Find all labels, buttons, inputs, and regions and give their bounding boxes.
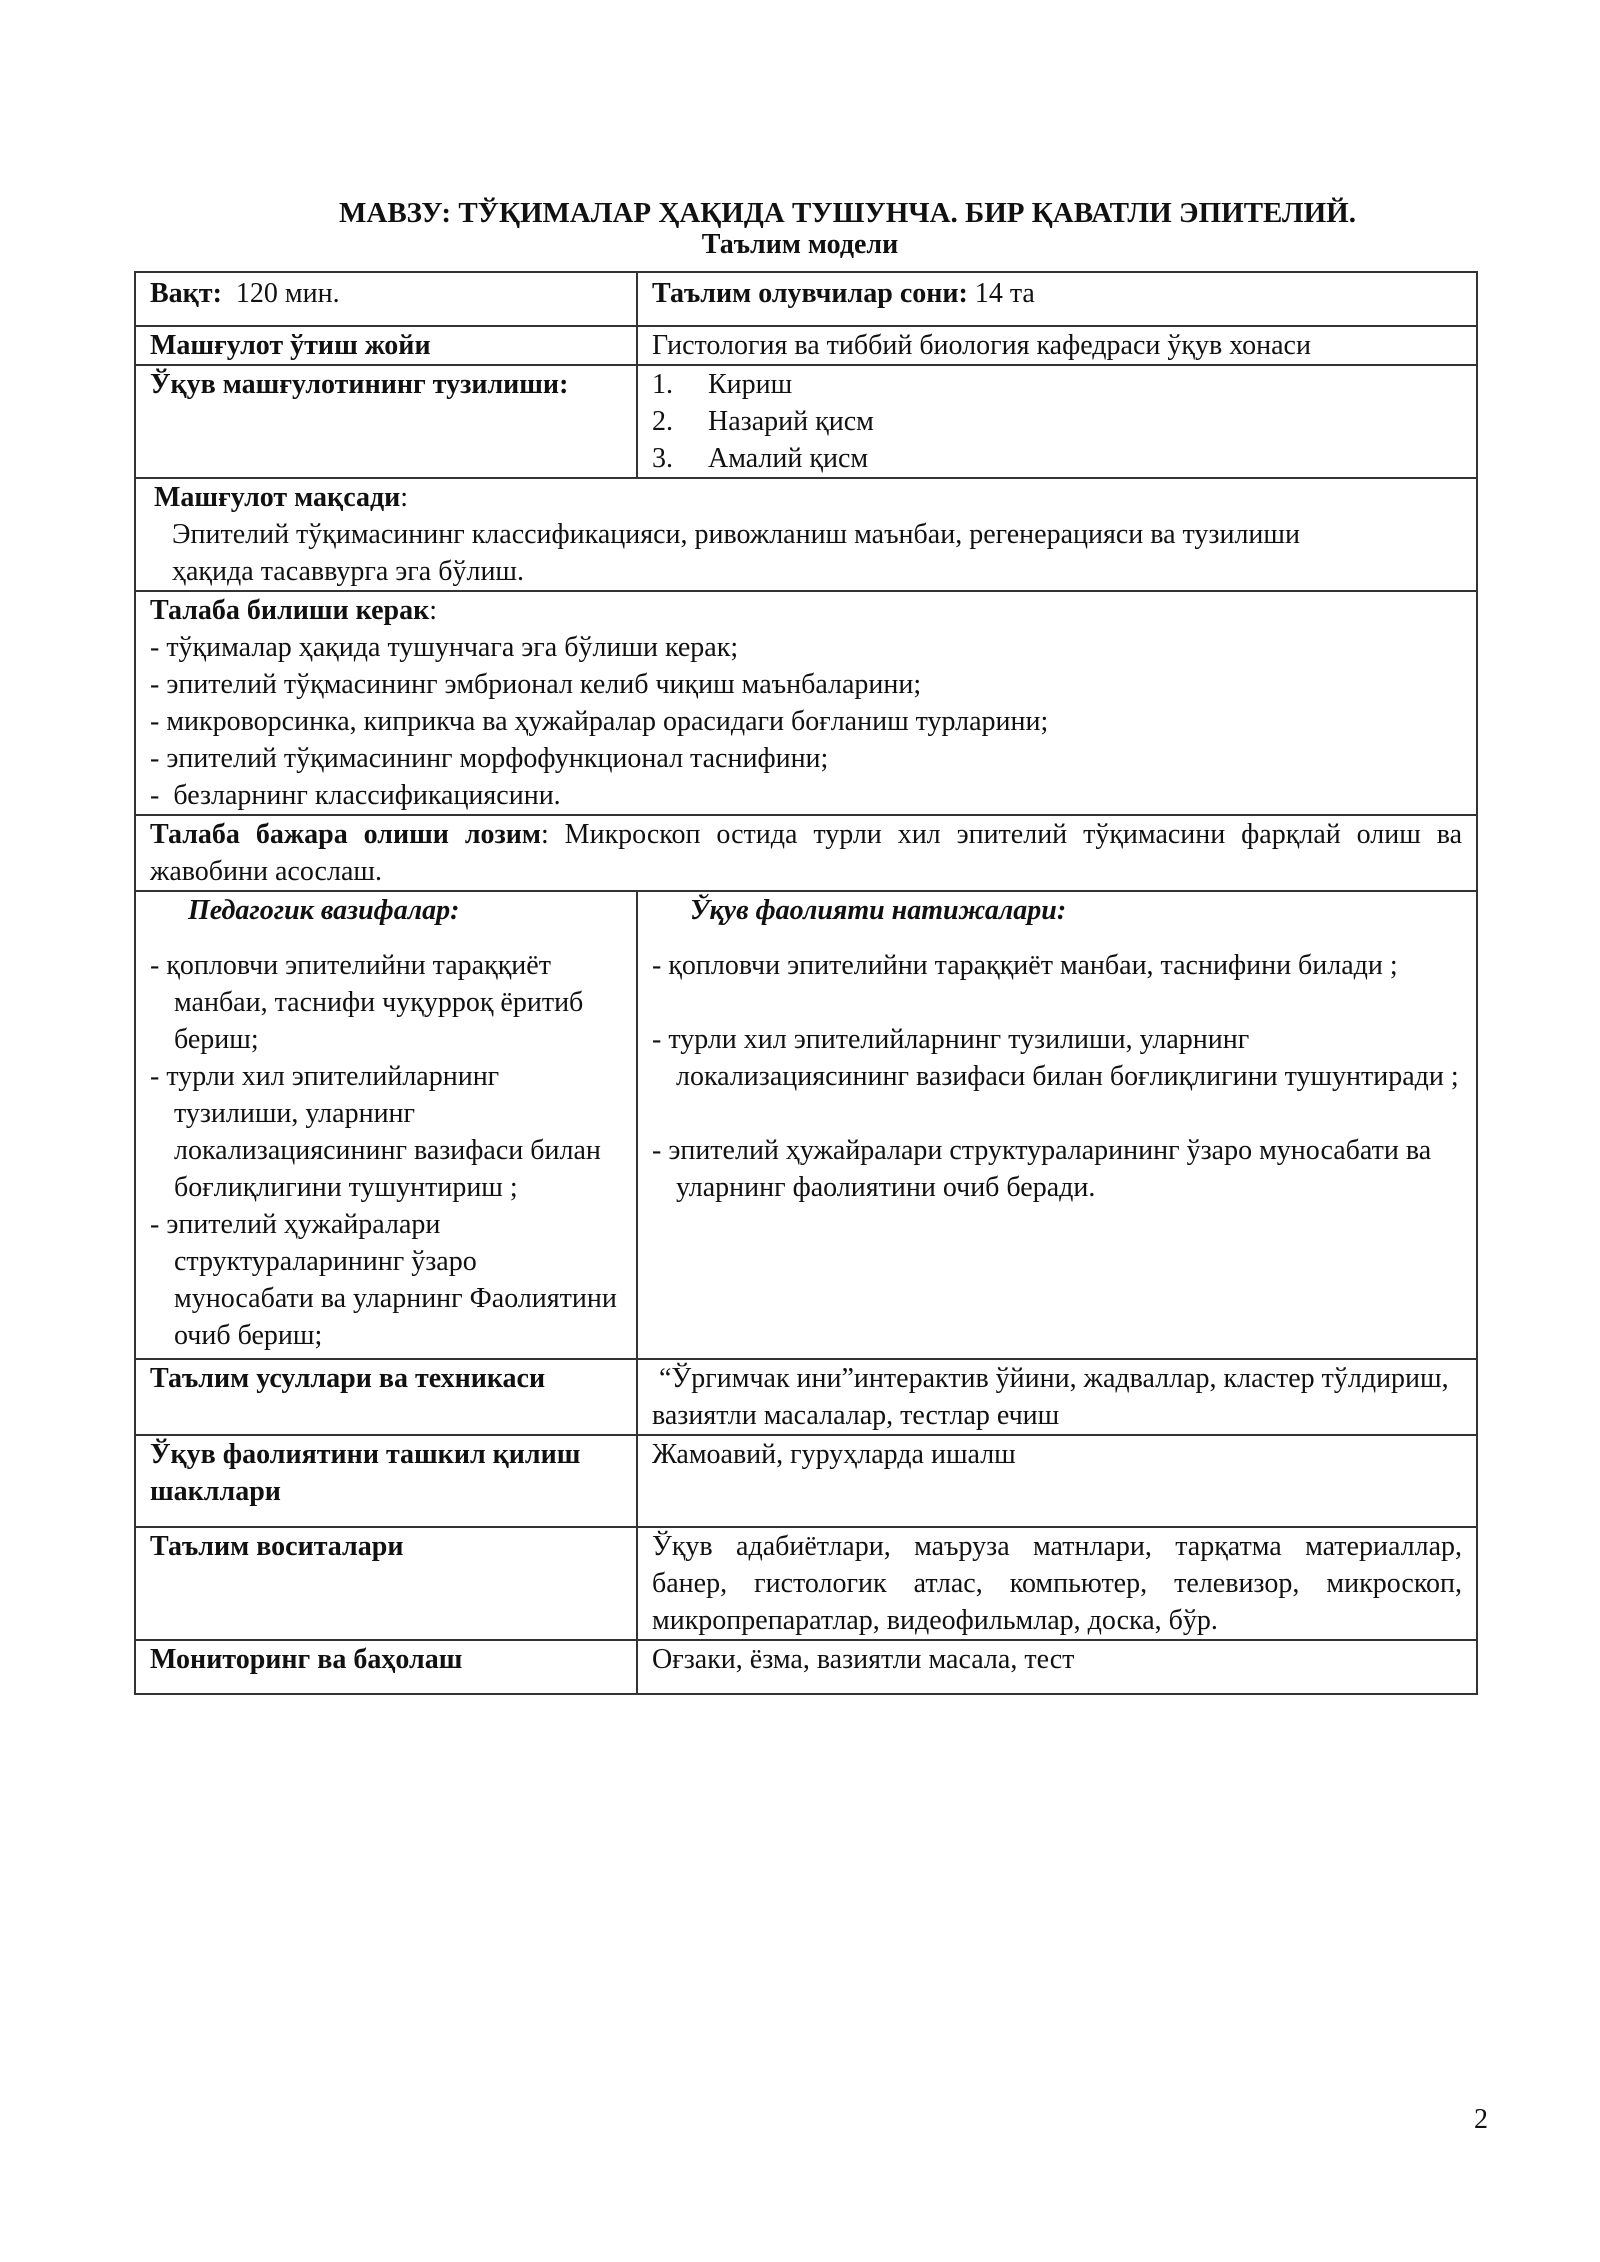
knowledge-colon: : — [429, 595, 438, 626]
monitoring-label: Мониторинг ва баҳолаш — [150, 1644, 463, 1675]
ped-task-item: - эпителий ҳужайралари структураларининг ўзаро муносабати ва уларнинг Фаолиятини очиб бериш; — [150, 1209, 617, 1351]
students-cell — [637, 272, 1477, 326]
structure-value-cell — [637, 365, 1477, 478]
structure-label: Ўқув машғулотининг тузилиши: — [150, 369, 569, 400]
goal-cell — [135, 478, 1477, 591]
tools-label-cell — [135, 1527, 637, 1640]
skills-cell — [135, 815, 1477, 891]
list-item-text: Назарий қисм — [708, 406, 874, 437]
skills-text: Микроскоп остида турли хил эпителий тўқимасини фарқлай олиш ва жавобини асослаш. — [150, 819, 1462, 887]
ped-tasks-colon: : — [450, 895, 460, 926]
list-item-number: 3. — [652, 443, 673, 474]
knowledge-item: - микроворсинка, киприкча ва ҳужайралар орасидаги боғланиш турларини; — [150, 706, 1049, 737]
results-label: Ўқув фаолияти натижалари — [690, 895, 1057, 926]
result-item: - қопловчи эпителийни тараққиёт манбаи, таснифини билади ; — [652, 950, 1398, 981]
location-label: Машғулот ўтиш жойи — [150, 330, 431, 361]
teaching-model-table — [134, 271, 1478, 1695]
goal-label: Машғулот мақсади — [154, 482, 401, 513]
table-row-location — [135, 326, 1477, 365]
students-value: 14 та — [967, 278, 1035, 309]
time-cell — [135, 272, 637, 326]
table-row-methods — [135, 1359, 1477, 1435]
list-item-number: 2. — [652, 406, 673, 437]
list-item-text: Кириш — [708, 369, 793, 400]
spacer — [652, 929, 1462, 947]
monitoring-label-cell — [135, 1640, 637, 1694]
page-number: 2 — [1474, 2104, 1488, 2135]
methods-label: Таълим усуллари ва техникаси — [150, 1363, 546, 1394]
forms-label-cell — [135, 1435, 637, 1527]
table-row-skills — [135, 815, 1477, 891]
page-title: МАВЗУ: ТЎҚИМАЛАР ҲАҚИДА ТУШУНЧА. БИР ҚАВАТЛИ ЭПИТЕЛИЙ. — [339, 197, 1356, 229]
knowledge-label: Талаба билиши керак — [150, 595, 430, 626]
skills-label: Талаба бажара олиши лозим — [150, 819, 541, 850]
ped-task-item: - турли хил эпителийларнинг тузилиши, уларнинг локализациясининг вазифаси билан боғлиқлигини тушунтириш ; — [150, 1061, 601, 1203]
knowledge-cell — [135, 591, 1477, 815]
table-row-tools — [135, 1527, 1477, 1640]
forms-value-cell — [637, 1435, 1477, 1527]
ped-tasks-cell — [135, 891, 637, 1359]
forms-value: Жамоавий, гуруҳларда ишалш — [652, 1439, 1016, 1470]
goal-colon: : — [400, 482, 409, 513]
knowledge-item: - тўқималар ҳақида тушунчага эга бўлиши керак; — [150, 632, 739, 663]
page-subtitle: Таълим модели — [701, 229, 899, 260]
table-row-knowledge — [135, 591, 1477, 815]
spacer — [652, 984, 1462, 1021]
time-value: 120 мин. — [221, 278, 340, 309]
knowledge-item: - безларнинг классификациясини. — [150, 780, 561, 811]
table-row-monitoring — [135, 1640, 1477, 1694]
tools-value-cell — [637, 1527, 1477, 1640]
methods-value-cell — [637, 1359, 1477, 1435]
table-row-time — [135, 272, 1477, 326]
list-item — [652, 403, 1462, 440]
location-label-cell — [135, 326, 637, 365]
spacer — [150, 929, 622, 947]
spacer — [652, 1095, 1462, 1132]
result-item: - эпителий ҳужайралари структураларининг ўзаро муносабати ва уларнинг фаолиятини очиб беради. — [652, 1135, 1432, 1203]
students-label: Таълим олувчилар сони: — [652, 278, 968, 309]
list-item — [652, 440, 1462, 477]
ped-tasks-label: Педагогик вазифалар — [188, 895, 451, 926]
result-item: - турли хил эпителийларнинг тузилиши, уларнинг локализациясининг вазифаси билан боғлиқлигини тушунтиради ; — [652, 1024, 1459, 1092]
list-item — [652, 366, 1462, 403]
location-value-cell — [637, 326, 1477, 365]
list-item-number: 1. — [652, 369, 673, 400]
table-row-goal — [135, 478, 1477, 591]
skills-colon: : — [540, 819, 549, 850]
methods-value: “Ўргимчак ини”интерактив ўйини, жадваллар, кластер тўлдириш, вазиятли масалалар, тестлар ечиш — [652, 1363, 1456, 1431]
monitoring-value-cell — [637, 1640, 1477, 1694]
table-row-forms — [135, 1435, 1477, 1527]
knowledge-item: - эпителий тўқимасининг морфофункционал таснифини; — [150, 743, 829, 774]
forms-label: Ўқув фаолиятини ташкил қилиш шакллари — [150, 1439, 581, 1507]
methods-label-cell — [135, 1359, 637, 1435]
structure-list — [652, 366, 1462, 477]
results-colon: : — [1056, 895, 1067, 926]
monitoring-value: Оғзаки, ёзма, вазиятли масала, тест — [652, 1644, 1075, 1675]
list-item-text: Амалий қисм — [708, 443, 869, 474]
ped-task-item: - қопловчи эпителийни тараққиёт манбаи, таснифи чуқурроқ ёритиб бериш; — [150, 950, 584, 1055]
location-value: Гистология ва тиббий биология кафедраси ўқув хонаси — [652, 330, 1311, 361]
goal-text: Эпителий тўқимасининг классификацияси, ривожланиш маънбаи, регенерацияси ва тузилиши ҳақида тасаввурга эга бўлиш. — [172, 519, 1300, 587]
knowledge-item: - эпителий тўқмасининг эмбрионал келиб чиқиш маънбаларини; — [150, 669, 922, 700]
tools-value: Ўқув адабиётлари, маъруза матнлари, тарқатма материаллар, банер, гистологик атлас, компьютер, телевизор, микроскоп, микропрепаратлар, видеофильмлар, доска, бўр. — [652, 1531, 1462, 1636]
table-row-structure — [135, 365, 1477, 478]
results-cell — [637, 891, 1477, 1359]
structure-label-cell — [135, 365, 637, 478]
tools-label: Таълим воситалари — [150, 1531, 404, 1562]
table-row-tasks-results — [135, 891, 1477, 1359]
document-title-block — [0, 196, 1600, 260]
time-label: Вақт: — [150, 278, 222, 309]
